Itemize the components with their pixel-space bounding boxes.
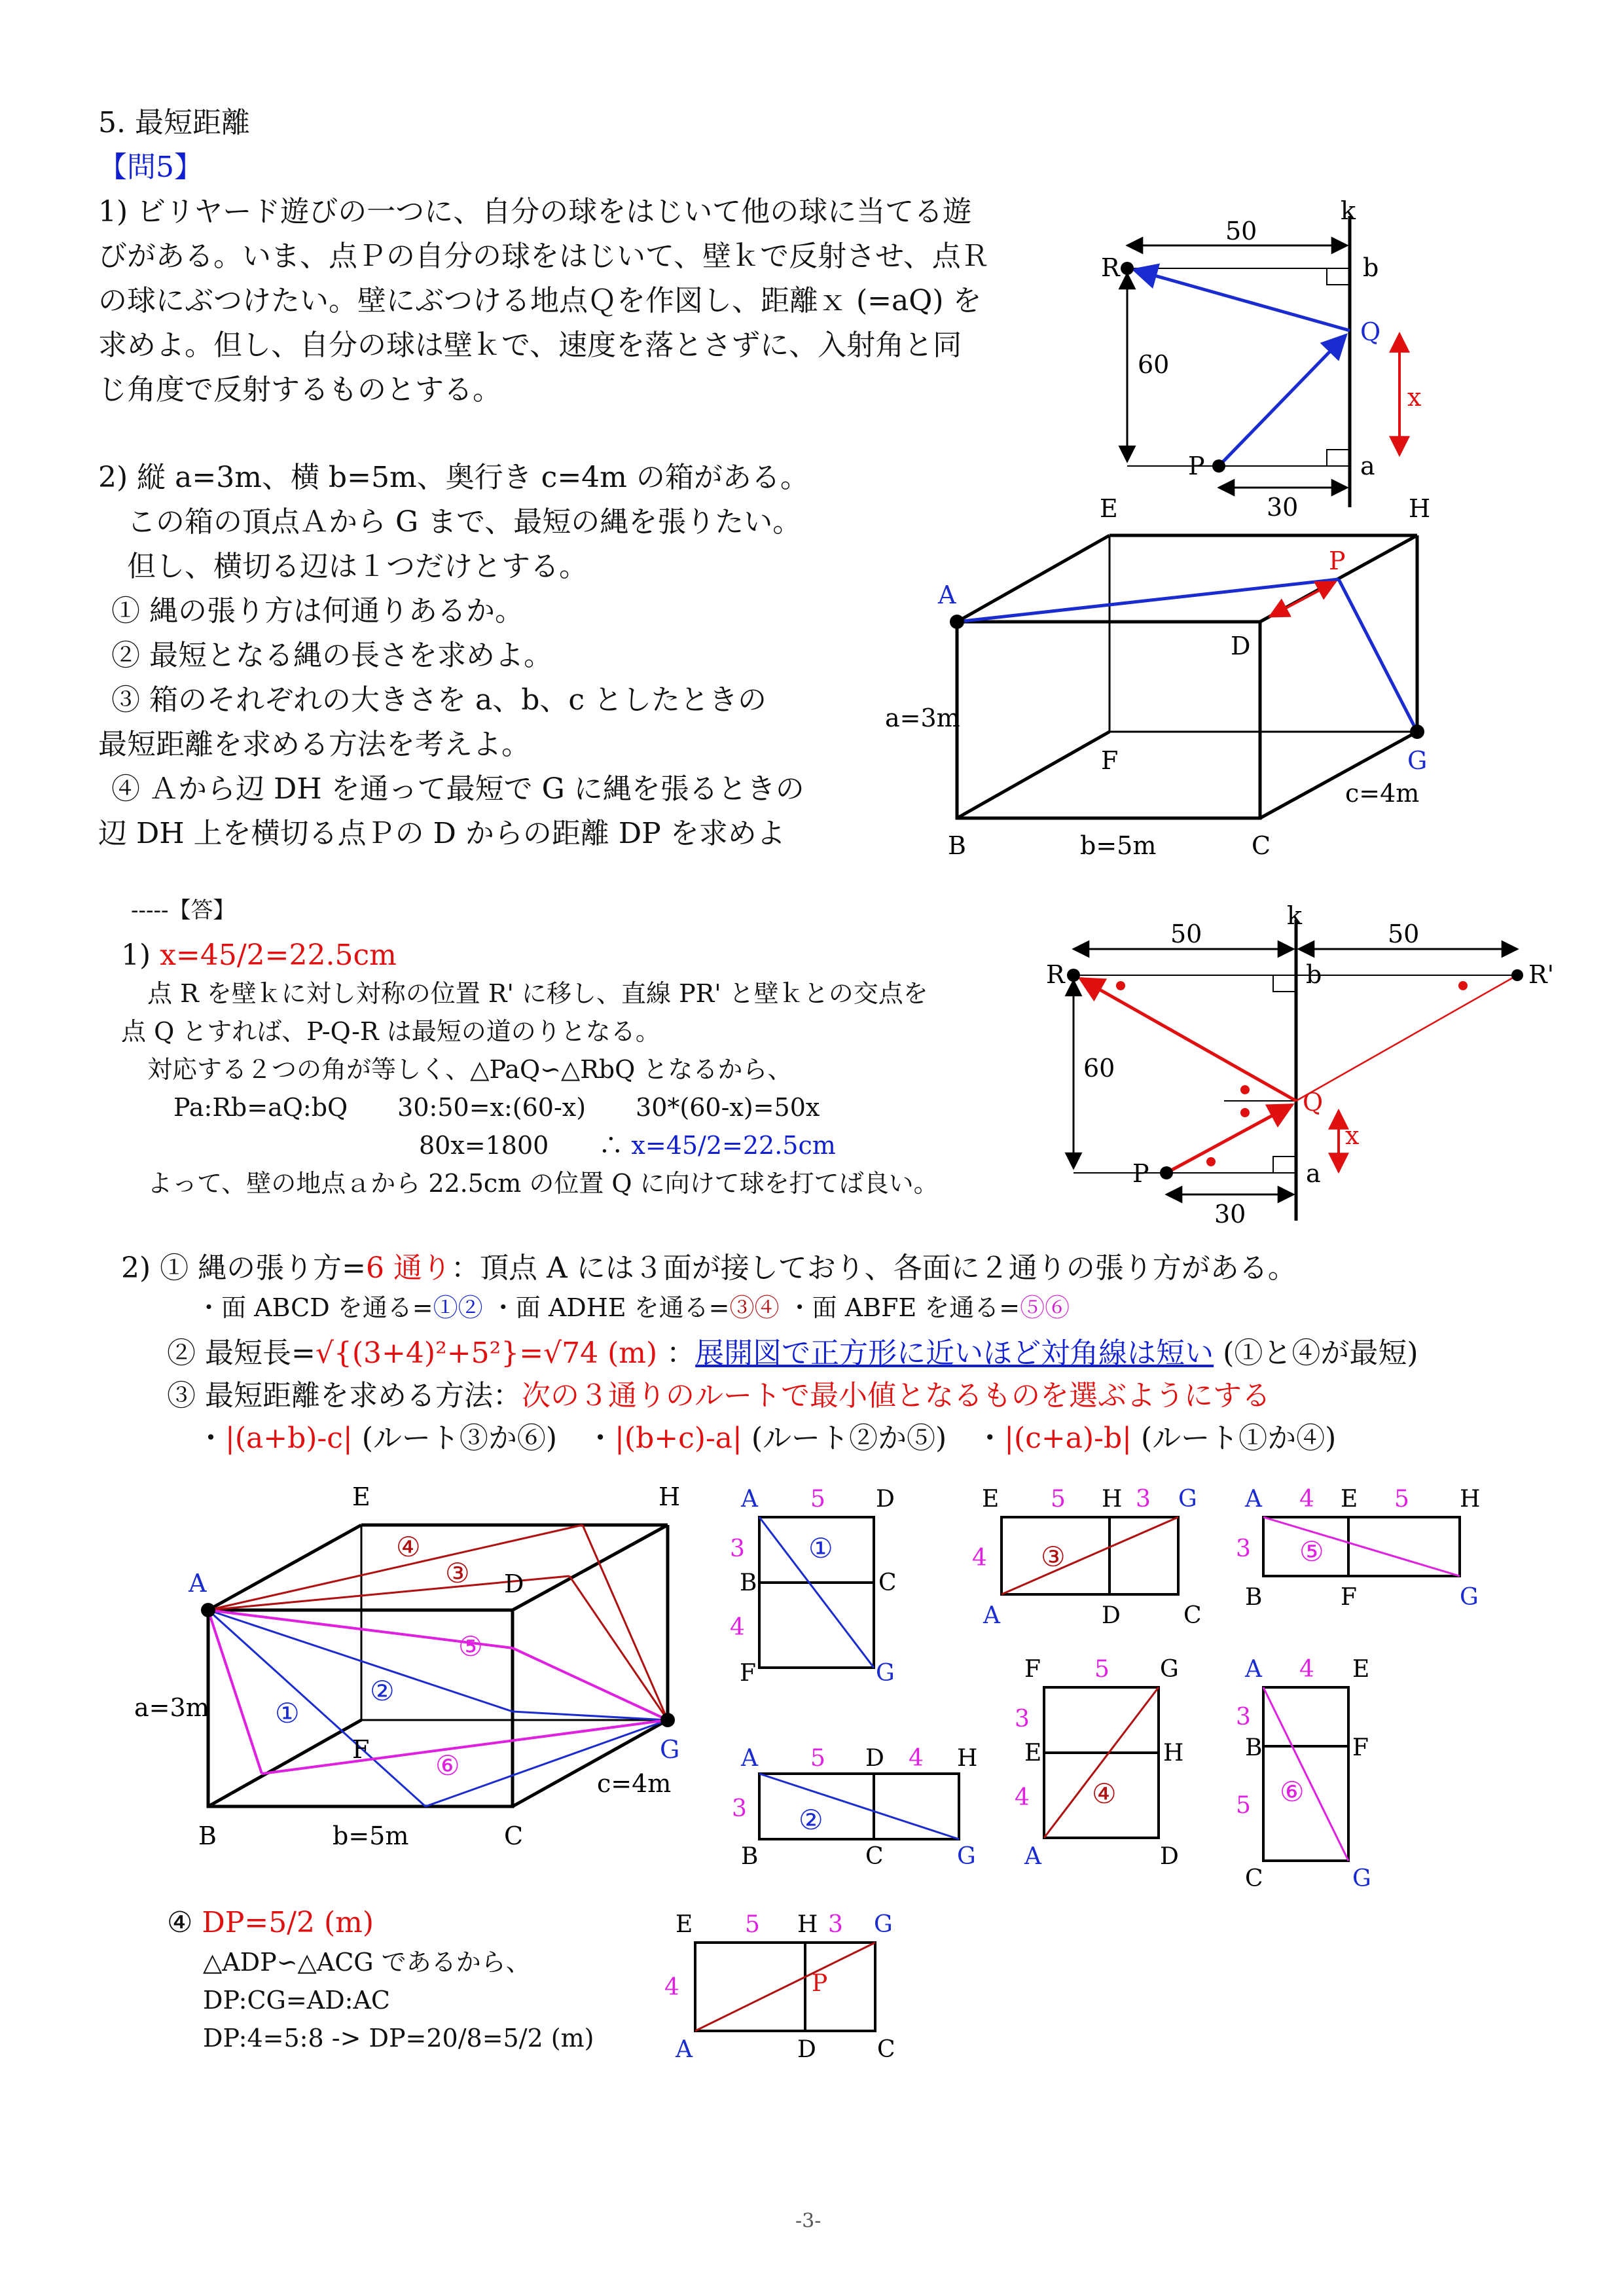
- q2-line: ④ Ａから辺 DH を通って最短で G に縄を張るときの: [111, 772, 804, 806]
- net6-c: C: [1245, 1865, 1263, 1892]
- box1-label-g: G: [1407, 746, 1428, 775]
- fig2-label-r-prime: R': [1528, 960, 1555, 989]
- net3-w1: 5: [1051, 1486, 1066, 1513]
- net7-a: A: [676, 2036, 693, 2063]
- fig2-dim-bottom: 30: [1214, 1200, 1246, 1229]
- net4-a: A: [1024, 1843, 1041, 1870]
- box1-dim-c: c=4m: [1345, 779, 1420, 808]
- fig2-label-r: R: [1046, 960, 1065, 989]
- fig2-label-k: k: [1287, 901, 1303, 930]
- net4-f: F: [1024, 1656, 1041, 1683]
- q2-line: ② 最短となる縄の長さを求めよ。: [111, 639, 552, 672]
- fig1-label-r: R: [1101, 253, 1120, 282]
- net5-f: F: [1341, 1584, 1357, 1611]
- net2-g: G: [957, 1843, 976, 1870]
- net6-e: E: [1352, 1656, 1370, 1683]
- a1-line: 点 R を壁ｋに対し対称の位置 R' に移し、直線 PR' と壁ｋとの交点を: [147, 979, 928, 1008]
- net7-c: C: [877, 2036, 895, 2063]
- net6-h1: 3: [1236, 1704, 1251, 1731]
- net1-h1: 3: [730, 1535, 745, 1562]
- fig1-label-q: Q: [1360, 317, 1381, 346]
- net7-h: H: [797, 1911, 818, 1938]
- net1-h2: 4: [730, 1614, 745, 1641]
- net4-d: D: [1160, 1843, 1179, 1870]
- net5-g: G: [1460, 1584, 1479, 1611]
- a2-routes: ⑤⑥: [1020, 1293, 1070, 1322]
- fig1-dim-top: 50: [1225, 217, 1257, 245]
- box2-route-1: ①: [275, 1697, 300, 1729]
- net1-b: B: [740, 1570, 757, 1596]
- a2-text: ・面 ABCD を通る=: [196, 1293, 433, 1322]
- box2-dim-b: b=5m: [333, 1821, 409, 1850]
- net1-route: ①: [808, 1532, 833, 1564]
- net1-d: D: [876, 1486, 895, 1513]
- a4-text: ④: [167, 1906, 202, 1939]
- a1-calc-text: 80x=1800 ∴: [419, 1131, 632, 1160]
- a1-line: Pa:Rb=aQ:bQ 30:50=x:(60-x) 30*(60-x)=50x: [173, 1093, 820, 1122]
- net5-a: A: [1245, 1486, 1262, 1513]
- q2-line: 辺 DH 上を横切る点Ｐの D からの距離 DP を求めよ: [98, 817, 785, 850]
- a1-line: よって、壁の地点ａから 22.5cm の位置 Q に向けて球を打てば良い。: [147, 1169, 939, 1198]
- box2-route-4: ④: [396, 1531, 421, 1563]
- q2-line: ① 縄の張り方は何通りあるか。: [111, 594, 524, 628]
- net2-route: ②: [799, 1804, 823, 1836]
- problem-label: 【問5】: [98, 151, 203, 184]
- net7-w2: 3: [828, 1911, 843, 1938]
- net3-hgt: 4: [972, 1545, 987, 1571]
- a2-text: ・: [975, 1422, 1005, 1455]
- net2-a: A: [741, 1745, 758, 1772]
- box1-dim-a: a=3m: [885, 704, 960, 732]
- net1-w: 5: [810, 1486, 825, 1513]
- net7-e: E: [676, 1911, 693, 1938]
- fig1-label-p: P: [1188, 452, 1205, 480]
- fig1-label-x: x: [1407, 383, 1422, 412]
- fig2-label-b: b: [1306, 960, 1322, 989]
- net4-h: H: [1163, 1740, 1184, 1767]
- a1-prefix: 1): [121, 939, 160, 972]
- fig1-label-a: a: [1360, 452, 1375, 480]
- a2-formula: |(c+a)-b|: [1004, 1422, 1132, 1455]
- net2-w2: 4: [909, 1745, 924, 1772]
- box2-label-a: A: [189, 1569, 207, 1598]
- box1-label-d: D: [1231, 632, 1251, 660]
- net5-h: H: [1460, 1486, 1481, 1513]
- a2-text: ③ 最短距離を求める方法：: [167, 1379, 522, 1412]
- net5-w2: 5: [1394, 1486, 1409, 1513]
- net6-b: B: [1245, 1734, 1263, 1761]
- q2-line: この箱の頂点Ａから G まで、最短の縄を張りたい。: [98, 505, 802, 539]
- q1-line: の球にぶつけたい。壁にぶつける地点Ｑを作図し、距離ｘ (=aQ) を: [98, 284, 982, 317]
- box2-route-3: ③: [445, 1557, 470, 1589]
- fig2-dim-left: 60: [1083, 1054, 1115, 1083]
- net7-hgt: 4: [664, 1974, 679, 2001]
- box1-label-a: A: [938, 581, 956, 609]
- a2-text: (ルート③か⑥): [361, 1422, 558, 1455]
- net6-w: 4: [1299, 1656, 1314, 1683]
- a2-text: ② 最短長=: [167, 1336, 316, 1370]
- a2-count: 6 通り: [366, 1251, 451, 1285]
- fig2-label-p: P: [1132, 1159, 1149, 1188]
- net7-p: P: [812, 1970, 828, 1997]
- fig1-label-b: b: [1363, 253, 1379, 282]
- section-title: 5. 最短距離: [98, 106, 250, 139]
- box2-label-g: G: [660, 1735, 680, 1764]
- a1-result: x=45/2=22.5cm: [160, 939, 397, 972]
- fig2-label-a: a: [1306, 1159, 1321, 1188]
- a2-text: ・: [196, 1422, 225, 1455]
- net5-hgt: 3: [1236, 1535, 1251, 1562]
- a2-text: ：頂点 A には３面が接しており、各面に２通りの張り方がある。: [450, 1251, 1297, 1285]
- net1-g: G: [876, 1660, 895, 1687]
- net7-w1: 5: [745, 1911, 760, 1938]
- net1-c: C: [878, 1570, 897, 1596]
- q2-line: 但し、横切る辺は１つだけとする。: [98, 550, 588, 583]
- fig1-dim-left: 60: [1138, 350, 1170, 379]
- net4-e: E: [1024, 1740, 1042, 1767]
- a2-text: (ルート①か④): [1140, 1422, 1337, 1455]
- net4-h1: 3: [1015, 1706, 1030, 1732]
- net5-w1: 4: [1299, 1486, 1314, 1513]
- q2-line: 最短距離を求める方法を考えよ。: [98, 728, 530, 761]
- net3-g: G: [1178, 1486, 1197, 1513]
- net4-w: 5: [1094, 1656, 1110, 1683]
- a2-text: ・面 ABFE を通る=: [787, 1293, 1020, 1322]
- box1-label-c: C: [1252, 831, 1271, 860]
- net4-route: ④: [1092, 1778, 1117, 1810]
- net7-g: G: [874, 1911, 893, 1938]
- q2-line: ③ 箱のそれぞれの大きさを a、b、c としたときの: [111, 683, 767, 717]
- a2-text: ・: [586, 1422, 615, 1455]
- box2-route-6: ⑥: [435, 1749, 460, 1782]
- answer-header: -----【答】: [131, 897, 236, 924]
- a1-line: 点 Q とすれば、P-Q-R は最短の道のりとなる。: [121, 1017, 660, 1046]
- a2-method: 次の３通りのルートで最小値となるものを選ぶようにする: [522, 1379, 1271, 1412]
- a2-text: ・面 ADHE を通る=: [490, 1293, 730, 1322]
- net2-c: C: [865, 1843, 884, 1870]
- box2-dim-c: c=4m: [597, 1769, 672, 1798]
- box2-route-5: ⑤: [458, 1630, 483, 1662]
- net5-b: B: [1245, 1584, 1263, 1611]
- a4-line-1: [167, 1905, 374, 1941]
- net5-route: ⑤: [1299, 1535, 1324, 1568]
- box2-label-f: F: [352, 1735, 370, 1764]
- net6-route: ⑥: [1280, 1776, 1305, 1808]
- box1-label-p: P: [1329, 547, 1346, 575]
- a2-text: (①と④が最短): [1223, 1336, 1418, 1370]
- a4-line-3: DP:CG=AD:AC: [203, 1986, 390, 2015]
- a2-routes: ①②: [433, 1293, 483, 1322]
- net3-e: E: [982, 1486, 1000, 1513]
- fig1-dim-bottom: 30: [1267, 493, 1299, 522]
- box2-label-c: C: [504, 1821, 524, 1850]
- net1-f: F: [740, 1660, 756, 1687]
- a2-shortest: √{(3+4)²+5²}=√74 (m): [315, 1336, 658, 1370]
- fig2-dim-top-left: 50: [1170, 920, 1202, 948]
- q1-line: 1) ビリヤード遊びの一つに、自分の球をはじいて他の球に当てる遊: [98, 195, 972, 228]
- net6-a: A: [1245, 1656, 1262, 1683]
- a4-line-4: DP:4=5:8 -> DP=20/8=5/2 (m): [203, 2024, 594, 2053]
- net3-w2: 3: [1136, 1486, 1151, 1513]
- net7-d: D: [797, 2036, 816, 2063]
- a4-line-2: △ADP∽△ACG であるから、: [203, 1948, 531, 1977]
- box2-label-h: H: [659, 1482, 681, 1511]
- box1-label-b: B: [948, 831, 966, 860]
- net6-g: G: [1352, 1865, 1371, 1892]
- net6-f: F: [1352, 1734, 1369, 1761]
- fig1-label-k: k: [1341, 196, 1356, 225]
- net2-w1: 5: [810, 1745, 825, 1772]
- page-number: -3-: [795, 2210, 821, 2233]
- box1-label-f: F: [1101, 746, 1119, 775]
- box2-label-d: D: [504, 1570, 524, 1598]
- net3-d: D: [1102, 1602, 1121, 1629]
- q1-line: じ角度で反射するものとする。: [98, 373, 501, 406]
- a2-note: 展開図で正方形に近いほど対角線は短い: [695, 1336, 1214, 1370]
- net5-e: E: [1341, 1486, 1358, 1513]
- net4-h2: 4: [1015, 1784, 1030, 1811]
- net2-d: D: [865, 1745, 884, 1772]
- net2-h: H: [957, 1745, 978, 1772]
- box1-dim-b: b=5m: [1080, 831, 1157, 860]
- net1-a: A: [741, 1486, 758, 1513]
- box2-label-b: B: [198, 1821, 217, 1850]
- net6-h2: 5: [1236, 1792, 1251, 1819]
- box2-label-e: E: [352, 1482, 370, 1511]
- q1-line: びがある。いま、点Ｐの自分の球をはじいて、壁ｋで反射させ、点Ｒ: [98, 240, 990, 273]
- fig2-label-x: x: [1345, 1121, 1360, 1150]
- a2-routes: ③④: [729, 1293, 780, 1322]
- a2-formula: |(b+c)-a|: [615, 1422, 742, 1455]
- box1-label-e: E: [1100, 494, 1118, 523]
- a1-line: 対応する２つの角が等しく、△PaQ∽△RbQ となるから、: [147, 1055, 793, 1084]
- net2-b: B: [741, 1843, 759, 1870]
- fig2-label-q: Q: [1303, 1088, 1324, 1117]
- a2-formula: |(a+b)-c|: [225, 1422, 353, 1455]
- box2-route-2: ②: [370, 1675, 395, 1707]
- a4-result: DP=5/2 (m): [202, 1906, 374, 1939]
- box1-label-h: H: [1409, 494, 1431, 523]
- fig2-dim-top-right: 50: [1388, 920, 1420, 948]
- net3-c: C: [1183, 1602, 1202, 1629]
- net3-a: A: [983, 1602, 1000, 1629]
- net3-route: ③: [1041, 1541, 1066, 1573]
- a2-text: 2) ① 縄の張り方=: [121, 1251, 366, 1285]
- q1-line: 求めよ。但し、自分の球は壁ｋで、速度を落とさずに、入射角と同: [98, 329, 962, 362]
- net2-hgt: 3: [732, 1795, 747, 1822]
- net4-g: G: [1160, 1656, 1179, 1683]
- net3-h: H: [1102, 1486, 1123, 1513]
- a2-text: (ルート②か⑤): [751, 1422, 947, 1455]
- box2-dim-a: a=3m: [134, 1693, 209, 1722]
- a1-calc-result: x=45/2=22.5cm: [631, 1131, 836, 1160]
- q2-line: 2) 縦 a=3m、横 b=5m、奥行き c=4m の箱がある。: [98, 461, 809, 494]
- a2-text: ：: [666, 1336, 696, 1370]
